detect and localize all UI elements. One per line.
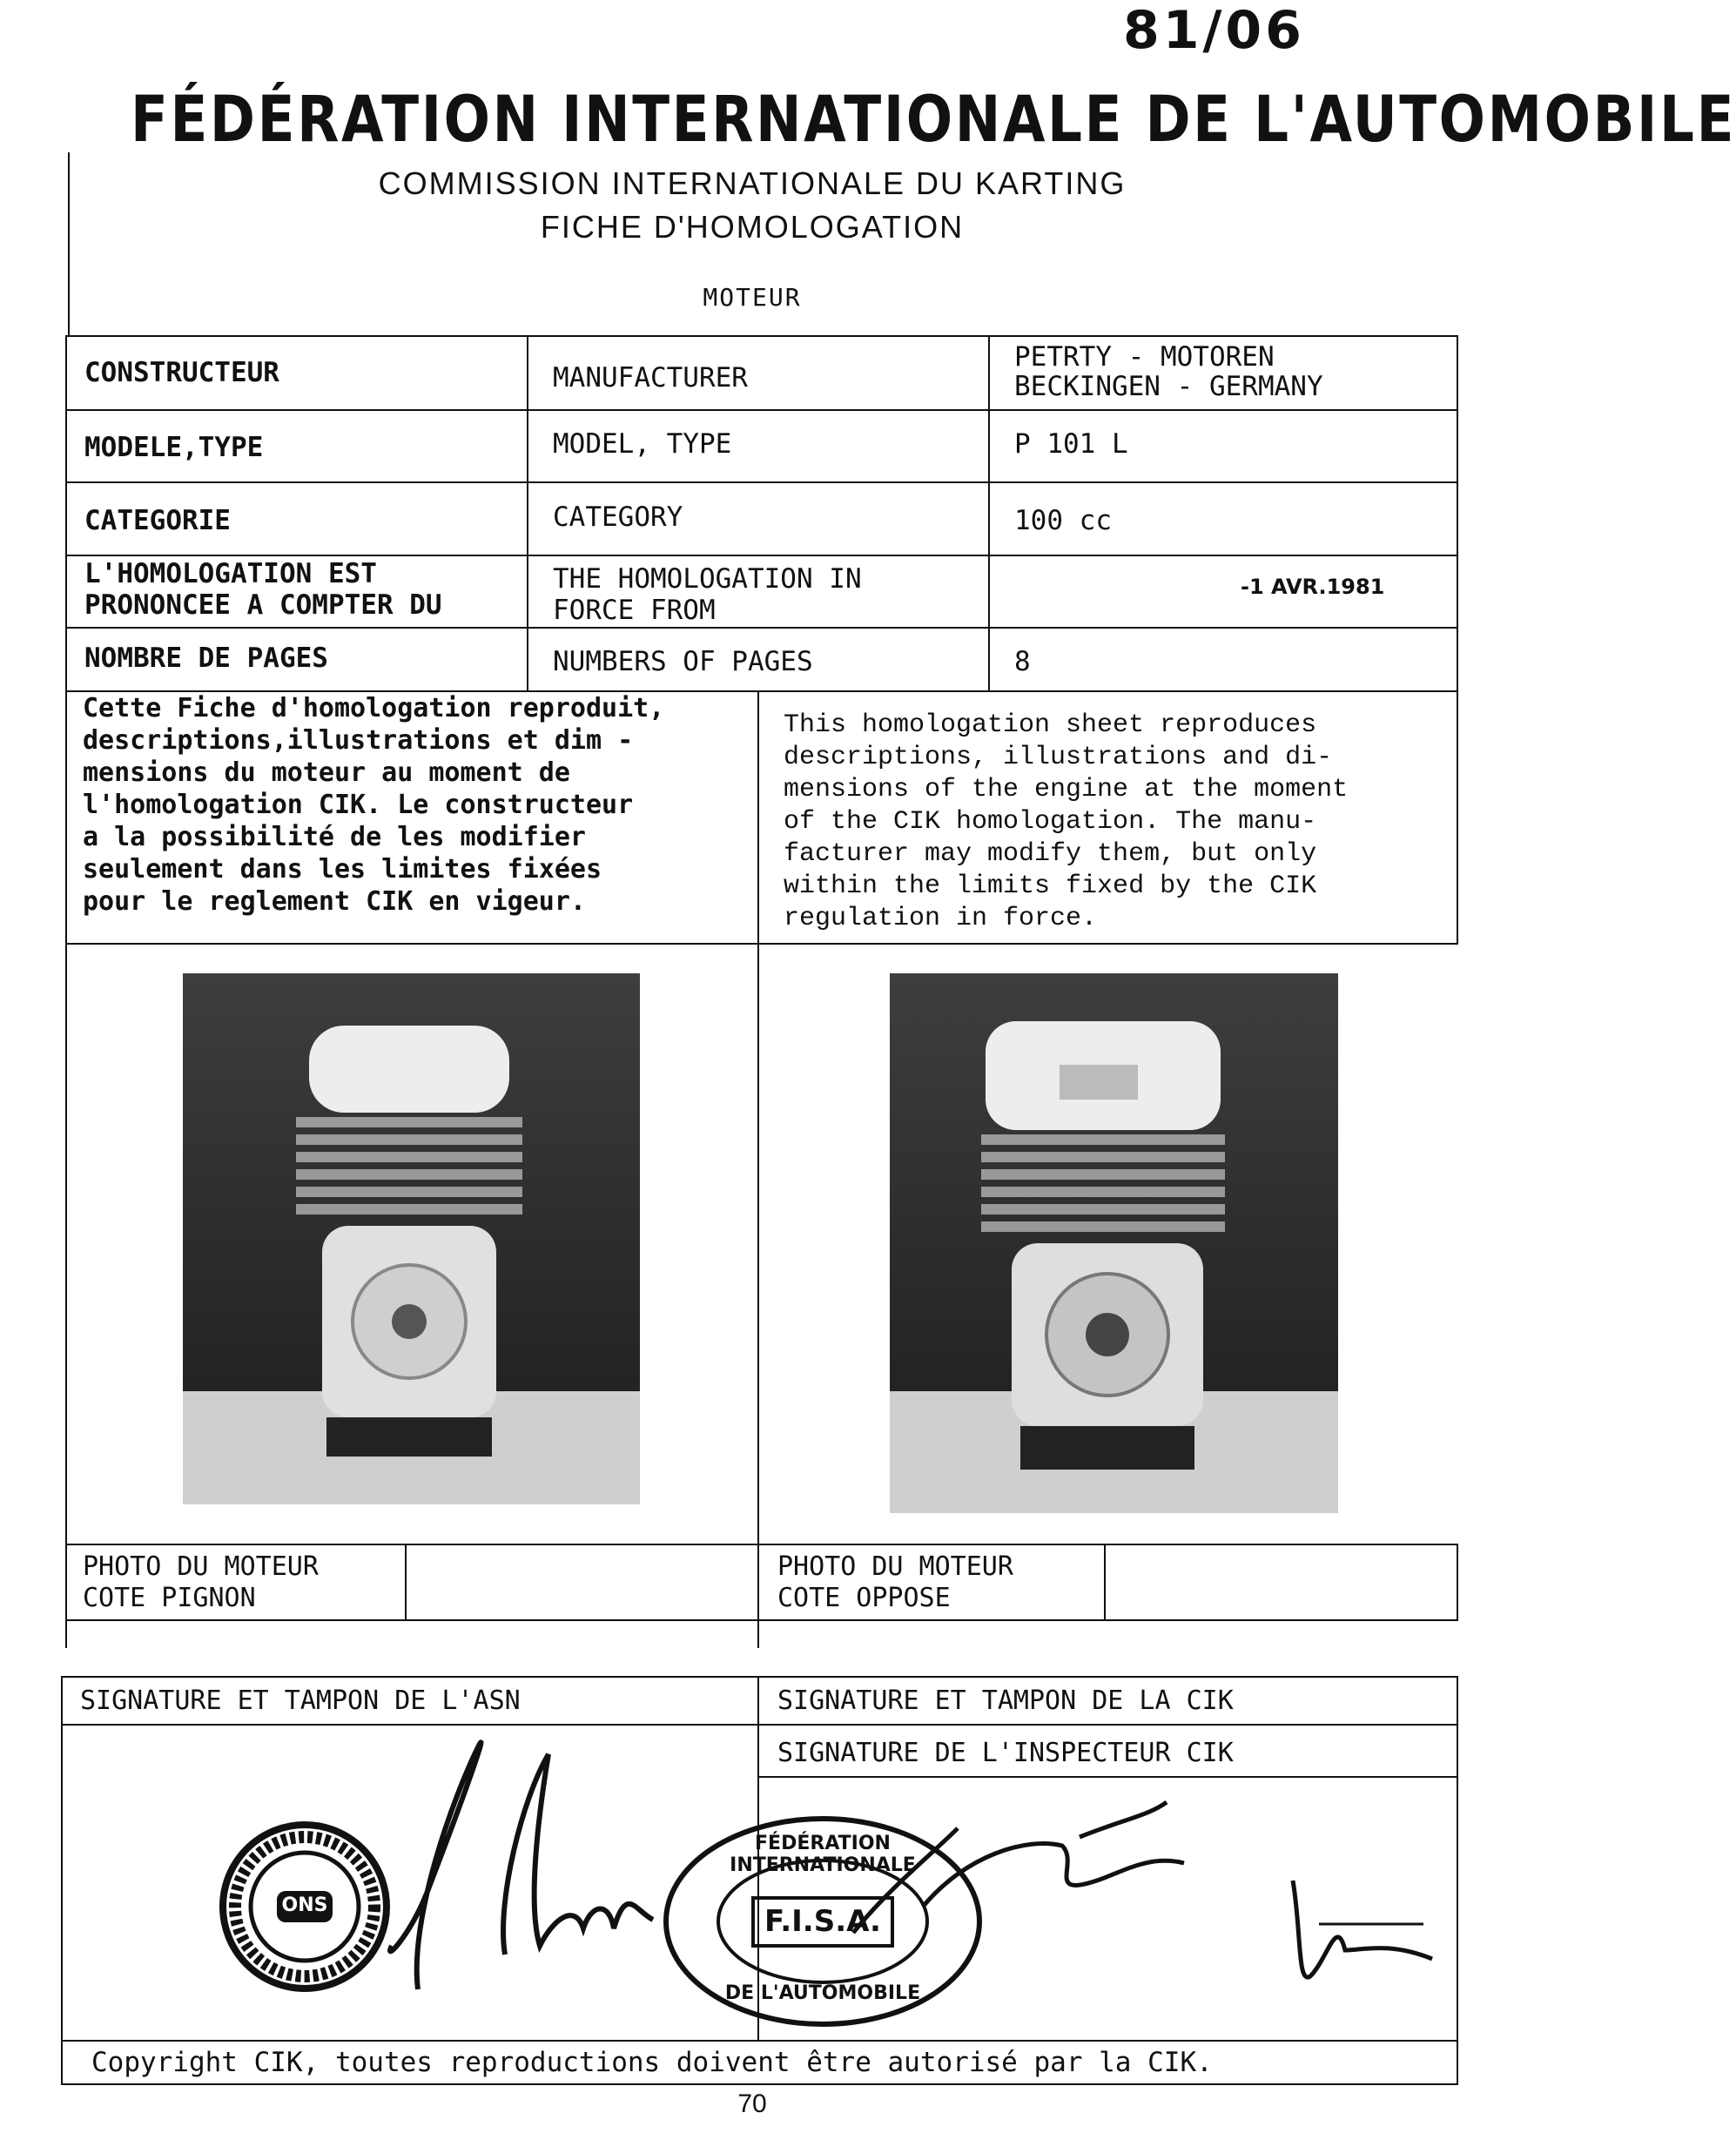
- categorie-label: CATEGORIE: [84, 505, 231, 536]
- cik-signature: [836, 1802, 1201, 1950]
- category-value: 100 cc: [1014, 505, 1112, 536]
- caption-frame-right: [1457, 1544, 1458, 1620]
- number-pages-value: 8: [1014, 646, 1031, 677]
- engine-photo-pinion-side: [183, 973, 640, 1504]
- inspector-line: [757, 1776, 1458, 1778]
- ons-stamp-text: ONS: [281, 1894, 328, 1916]
- modele-label: MODELE,TYPE: [84, 432, 264, 463]
- manufacturer-value: PETRTY - MOTOREN BECKINGEN - GERMANY: [1014, 341, 1323, 402]
- federation-title: FÉDÉRATION INTERNATIONALE DE L'AUTOMOBILE: [131, 83, 1736, 157]
- page-number: 70: [737, 2089, 767, 2118]
- engine-photo-opposite-side: [890, 973, 1338, 1513]
- fisa-stamp-bottom: DE L'AUTOMOBILE: [724, 1982, 921, 2004]
- cik-signature-label: SIGNATURE ET TAMPON DE LA CIK: [777, 1686, 1234, 1716]
- info-table: [65, 335, 1458, 692]
- commission-title: COMMISSION INTERNATIONALE DU KARTING: [378, 165, 1127, 201]
- frame-left-mid: [65, 690, 67, 1648]
- homologation-date-label-fr: L'HOMOLOGATION EST PRONONCEE A COMPTER DU: [84, 558, 442, 621]
- homologation-number: 81/06: [1123, 0, 1305, 61]
- category-label: CATEGORY: [553, 501, 683, 533]
- notice-french: Cette Fiche d'homologation reproduit, descriptions,illustrations et dim - mensions du moteur au moment de l'homologation CIK. Le constructeur a la possibilité de les modifier seulement dans les limites fixées pour le reglement CIK en vigeur.: [83, 693, 665, 917]
- notice-english: This homologation sheet reproduces descriptions, illustrations and di- mensions of the engine at the moment of the CIK homologation. The manu- facturer may modify them, but only within the limits fixed by the CIK regulation in force.: [784, 710, 1349, 933]
- caption-divider-left: [405, 1544, 407, 1620]
- fiche-title: FICHE D'HOMOLOGATION: [540, 209, 965, 245]
- copyright-notice: Copyright CIK, toutes reproductions doivent être autorisé par la CIK.: [91, 2047, 1213, 2078]
- asn-signature: [374, 1728, 688, 2007]
- caption-divider-right: [1104, 1544, 1106, 1620]
- caption-top-line: [65, 1544, 1458, 1545]
- signature-header-line: [61, 1724, 1458, 1726]
- model-value: P 101 L: [1014, 428, 1128, 460]
- fisa-stamp-center: F.I.S.A.: [764, 1904, 881, 1939]
- asn-signature-label: SIGNATURE ET TAMPON DE L'ASN: [80, 1686, 521, 1716]
- nombre-pages-label: NOMBRE DE PAGES: [84, 643, 328, 674]
- frame-left-top: [68, 152, 70, 335]
- fisa-stamp-top: FÉDÉRATION INTERNATIONALE: [730, 1833, 916, 1876]
- homologation-date-label-en: THE HOMOLOGATION IN FORCE FROM: [553, 563, 862, 626]
- caption-pinion-side: PHOTO DU MOTEUR COTE PIGNON: [83, 1551, 319, 1613]
- ons-stamp: [218, 1820, 392, 1994]
- caption-opposite-side: PHOTO DU MOTEUR COTE OPPOSE: [777, 1551, 1013, 1613]
- model-label: MODEL, TYPE: [553, 428, 732, 460]
- caption-bottom-line: [65, 1619, 1458, 1621]
- section-title: MOTEUR: [703, 283, 802, 312]
- manufacturer-label: MANUFACTURER: [553, 362, 748, 394]
- inspector-signature: [1284, 1863, 1441, 1994]
- notice-divider: [65, 943, 1458, 945]
- homologation-date-value: -1 AVR.1981: [1241, 575, 1385, 599]
- copyright-line: [61, 2040, 1458, 2042]
- constructeur-label: CONSTRUCTEUR: [84, 357, 279, 388]
- inspector-signature-label: SIGNATURE DE L'INSPECTEUR CIK: [777, 1738, 1234, 1768]
- number-pages-label: NUMBERS OF PAGES: [553, 646, 813, 677]
